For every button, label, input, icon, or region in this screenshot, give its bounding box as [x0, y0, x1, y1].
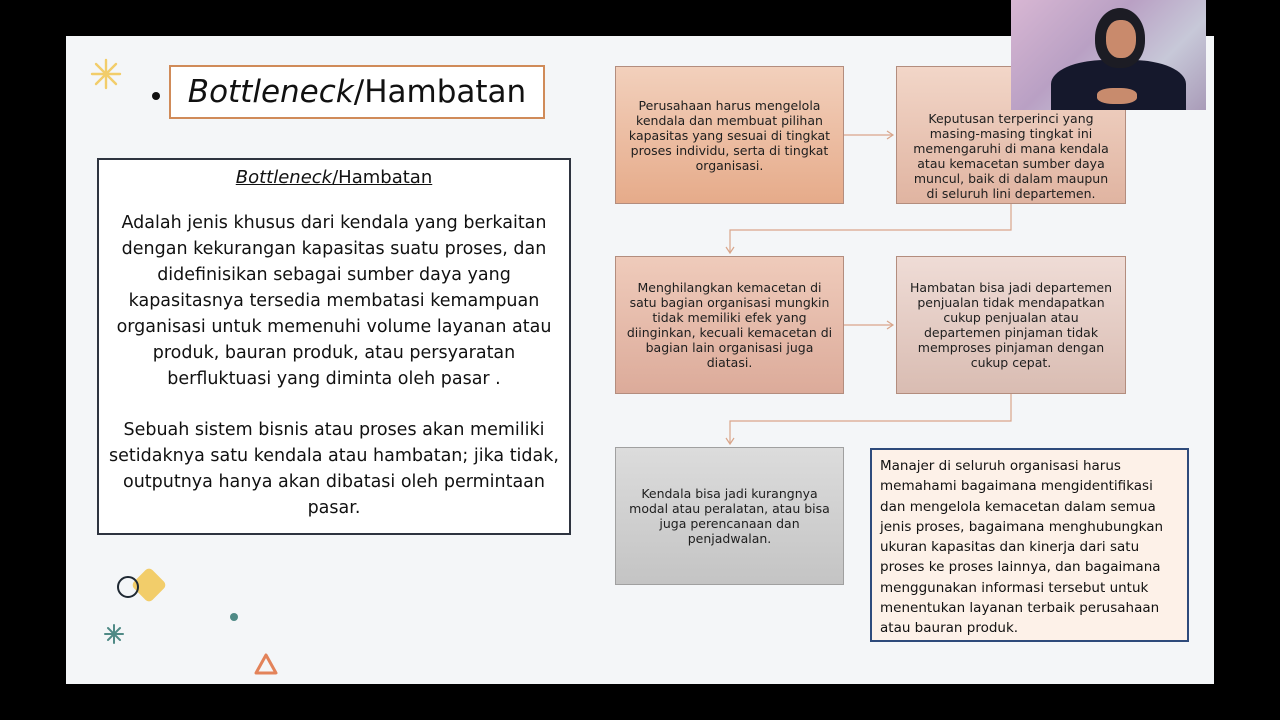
circle-outline-icon	[117, 576, 139, 598]
title-italic: Bottleneck	[187, 74, 354, 110]
presentation-slide	[66, 36, 1214, 684]
definition-box	[97, 158, 571, 535]
flow-box-2: Keputusan terperinci yang masing-masing tingkat ini memengaruhi di mana kendala atau kemacetan sumber daya muncul, baik di dalam maupun di seluruh lini departemen.	[896, 66, 1126, 204]
title-rest: /Hambatan	[353, 74, 527, 110]
webcam-overlay	[1011, 0, 1206, 110]
definition-heading-italic: Bottleneck	[235, 167, 333, 188]
definition-heading-rest: /Hambatan	[332, 167, 433, 188]
definition-paragraph-1: Adalah jenis khusus dari kendala yang berkaitan dengan kekurangan kapasitas suatu proses, dan didefinisikan sebagai sumber daya yang kapasitasnya tersedia membatasi kemampuan organisasi untuk memenuhi volume layanan atau produk, bauran produk, atau persyaratan berfluktuasi yang diminta oleh pasar .	[116, 213, 552, 389]
arrow-2-3	[730, 204, 1011, 252]
triangle-icon	[253, 652, 279, 676]
slide-title	[169, 65, 545, 119]
title-bullet	[152, 92, 160, 100]
flow-box-5: Kendala bisa jadi kurangnya modal atau peralatan, atau bisa juga perencanaan dan penjadwalan.	[615, 447, 844, 585]
presenter-hand	[1097, 88, 1137, 104]
manager-note-box: Manajer di seluruh organisasi harus memahami bagaimana mengidentifikasi dan mengelola kemacetan dalam semua jenis proses, bagaimana menghubungkan ukuran kapasitas dan kinerja dari satu proses ke proses lainnya, dan bagaimana menggunakan informasi tersebut untuk menentukan layanan terbaik perusahaan atau bauran produk.	[870, 448, 1189, 642]
dot-icon	[230, 613, 238, 621]
sparkle-icon	[90, 58, 122, 90]
asterisk-icon	[104, 624, 124, 644]
definition-heading	[99, 165, 569, 191]
arrow-4-5	[730, 394, 1011, 443]
presenter-face	[1106, 20, 1136, 58]
flow-box-1: Perusahaan harus mengelola kendala dan membuat pilihan kapasitas yang sesuai di tingkat proses individu, serta di tingkat organisasi.	[615, 66, 844, 204]
flow-box-4: Hambatan bisa jadi departemen penjualan tidak mendapatkan cukup penjualan atau departemen pinjaman tidak memproses pinjaman dengan cukup cepat.	[896, 256, 1126, 394]
definition-paragraph-2: Sebuah sistem bisnis atau proses akan memiliki setidaknya satu kendala atau hambatan; jika tidak, outputnya hanya akan dibatasi oleh permintaan pasar.	[109, 420, 559, 518]
flow-box-3: Menghilangkan kemacetan di satu bagian organisasi mungkin tidak memiliki efek yang diinginkan, kecuali kemacetan di bagian lain organisasi juga diatasi.	[615, 256, 844, 394]
